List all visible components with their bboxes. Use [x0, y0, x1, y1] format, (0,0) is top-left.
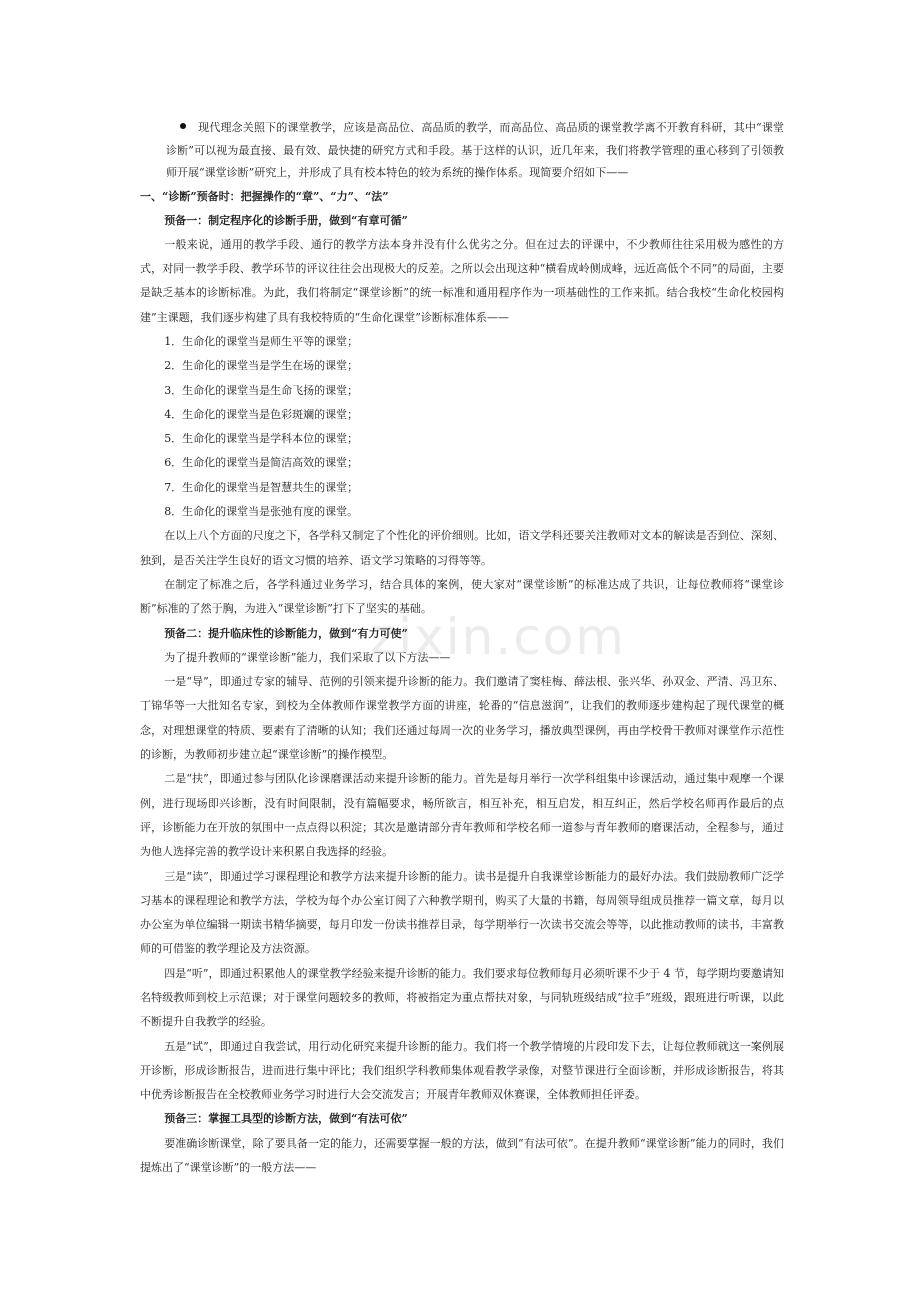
list-item: 1．生命化的课堂当是师生平等的课堂；: [164, 334, 359, 348]
prep2-heading: 预备二：提升临床性的诊断能力，做到“有力可使”: [164, 626, 408, 640]
list-item: 8．生命化的课堂当是张弛有度的课堂。: [164, 505, 359, 519]
list-item: 5．生命化的课堂当是学科本位的课堂；: [164, 432, 359, 446]
prep1-heading: 预备一：制定程序化的诊断手册，做到“有章可循”: [164, 213, 408, 227]
list-item: 3．生命化的课堂当是生命飞扬的课堂；: [164, 383, 359, 397]
prep2-intro: 为了提升教师的“课堂诊断”能力，我们采取了以下方法——: [164, 650, 451, 664]
prep1-paragraph-2: 在以上八个方面的尺度之下，各学科又制定了个性化的评价细则。比如，语文学科还要关注教师对文本的解读是否到位、深刻、独到，是否关注学生良好的语文习惯的培养、语文学习策略的习得等等。: [140, 529, 784, 567]
list-item: 7．生命化的课堂当是智慧共生的课堂；: [164, 480, 359, 494]
intro-paragraph: [166, 117, 784, 185]
intro-text: 现代理念关照下的课堂教学，应该是高品位、高品质的教学，而高品位、高品质的课堂教学离不开教育科研，其中“课堂诊断”可以视为最直接、最有效、最快捷的研究方式和手段。基于这样的认识，近几年来，我们将教学管理的重心移到了引领教师开展“课堂诊断”研究上，并形成了具有校本特色的较为系统的操作体系。现简要介绍如下——: [166, 121, 784, 179]
list-item: 4．生命化的课堂当是色彩斑斓的课堂；: [164, 407, 359, 421]
list-item: 6．生命化的课堂当是简洁高效的课堂；: [164, 456, 359, 470]
section-heading: 一、“诊断”预备时：把握操作的“章”、“力”、“法”: [140, 189, 389, 203]
prep2-paragraph-3: 三是“读”，即通过学习课程理论和教学方法来提升诊断的能力。读书是提升自我课堂诊断能力的最好办法。我们鼓励教师广泛学习基本的课程理论和教学方法，学校为每个办公室订阅了六种教学期刊，购买了大量的书籍，每周领导组成员推荐一篇文章，每月以办公室为单位编辑一期读书精华摘要，每月印发一份读书推荐目录，每学期举行一次读书交流会等等，以此推动教师的读书，丰富教师的可借鉴的教学理论及方法资源。: [140, 869, 784, 956]
prep1-paragraph-3: 在制定了标准之后，各学科通过业务学习，结合具体的案例，使大家对“课堂诊断”的标准达成了共识，让每位教师将“课堂诊断”标准的了然于胸，为进入“课堂诊断”打下了坚实的基础。: [140, 577, 784, 616]
prep2-paragraph-5: 五是“试”，即通过自我尝试，用行动化研究来提升诊断的能力。我们将一个教学情境的片段印发下去，让每位教师就这一案例展开诊断，形成诊断报告，进而进行集中评比；我们组织学科教师集体观看教学录像，对整节课进行全面诊断，并形成诊断报告，将其中优秀诊断报告在全校教师业务学习时进行大会交流发言；开展青年教师双休赛课，全体教师担任评委。: [140, 1039, 784, 1102]
document-body: [140, 117, 784, 1180]
prep1-paragraph-1: 一般来说，通用的教学手段、通行的教学方法本身并没有什么优劣之分。但在过去的评课中，不少教师往往采用极为感性的方式，对同一教学手段、教学环节的评议往往会出现极大的反差。之所以会出现这种“横看成岭侧成峰，远近高低个不同”的局面，主要是缺乏基本的诊断标准。为此，我们将制定“课堂诊断”的统一标准和通用程序作为一项基础性的工作来抓。结合我校“生命化校园构建”主课题，我们逐步构建了具有我校特质的“生命化课堂”诊断标准体系——: [140, 237, 784, 324]
prep2-paragraph-1: 一是“导”，即通过专家的辅导、范例的引领来提升诊断的能力。我们邀请了窦桂梅、薛法根、张兴华、孙双金、严清、冯卫东、丁锦华等一大批知名专家，到校为全体教师作课堂教学方面的讲座，轮番的“信息滋润”，让我们的教师逐步建构起了现代课堂的概念，对理想课堂的特质、要素有了清晰的认知；我们还通过每周一次的业务学习，播放典型课例，再由学校骨干教师对课堂作示范性的诊断，为教师初步建立起“课堂诊断”的操作模型。: [140, 675, 784, 762]
prep3-paragraph-1: 要准确诊断课堂，除了要具备一定的能力，还需要掌握一般的方法，做到“有法可依”。在提升教师“课堂诊断”能力的同时，我们提炼出了“课堂诊断”的一般方法——: [140, 1136, 784, 1175]
prep2-paragraph-2: 二是“扶”，即通过参与团队化诊课磨课活动来提升诊断的能力。首先是每月举行一次学科组集中诊课活动，通过集中观摩一个课例，进行现场即兴诊断，没有时间限制，没有篇幅要求，畅所欲言，相互补充，相互启发，相互纠正，然后学校名师再作最后的点评，诊断能力在开放的氛围中一点点得以积淀；其次是邀请部分青年教师和学校名师一道参与青年教师的磨课活动，全程参与，通过为他人选择完善的教学设计来积累自我选择的经验。: [140, 772, 784, 859]
prep3-heading: 预备三：掌握工具型的诊断方法，做到“有法可依”: [164, 1112, 408, 1126]
prep2-paragraph-4: 四是“听”，即通过积累他人的课堂教学经验来提升诊断的能力。我们要求每位教师每月必须听课不少于 4 节，每学期均要邀请知名特级教师到校上示范课；对于课堂问题较多的教师，将被指定为重点帮扶对象，与同轨班级结成“拉手”班级，跟班进行听课，以此不断提升自我教学的经验。: [140, 966, 784, 1029]
watermark: zixin.com: [370, 608, 626, 666]
list-item: 2．生命化的课堂当是学生在场的课堂；: [164, 359, 359, 373]
bullet-icon: [180, 123, 186, 129]
